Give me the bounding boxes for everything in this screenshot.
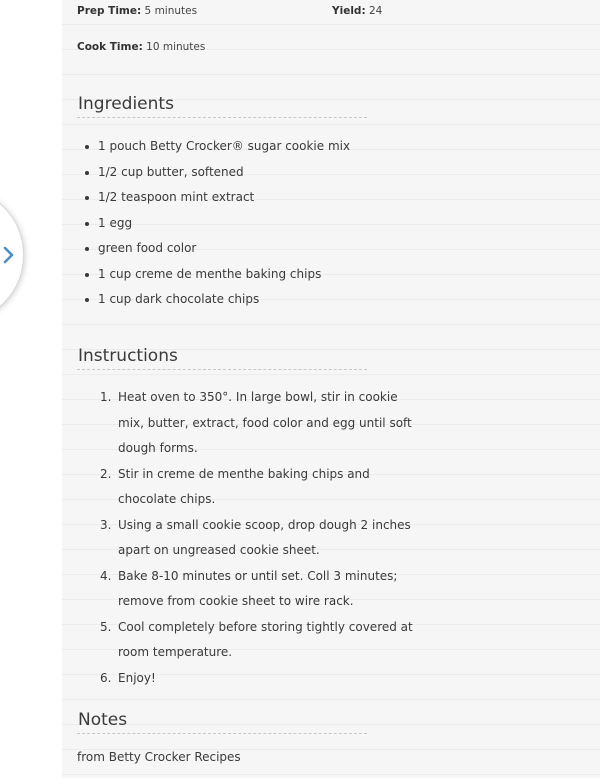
ingredient-text: 1 egg xyxy=(98,215,133,230)
list-item xyxy=(82,287,350,313)
prep-time-value: 5 minutes xyxy=(144,5,198,17)
bullet-icon xyxy=(85,273,89,277)
instructions-divider xyxy=(77,369,367,370)
list-item xyxy=(100,666,420,692)
ingredient-text: 1 cup creme de menthe baking chips xyxy=(98,266,322,281)
prep-time-label: Prep Time: xyxy=(77,5,142,17)
list-item xyxy=(100,513,420,564)
yield-value: 24 xyxy=(368,5,383,17)
list-item xyxy=(82,236,350,262)
notes-divider xyxy=(77,733,367,734)
list-item xyxy=(82,160,350,186)
bullet-icon xyxy=(85,145,89,149)
list-item xyxy=(100,385,420,462)
step-text: Heat oven to 350°. In large bowl, stir in cookie mix, butter, extract, food color and egg until soft dough forms. xyxy=(118,390,412,455)
notes-heading: Notes xyxy=(78,710,128,730)
ingredient-text: 1/2 cup butter, softened xyxy=(98,164,244,179)
ingredient-text: 1 pouch Betty Crocker® sugar cookie mix xyxy=(98,139,351,153)
chevron-right-icon xyxy=(1,245,17,265)
instructions-list xyxy=(100,385,420,691)
bullet-icon xyxy=(85,247,89,251)
step-number: 6. xyxy=(100,670,112,685)
step-number: 3. xyxy=(100,517,112,532)
bullet-icon xyxy=(85,196,89,200)
prep-time xyxy=(77,5,197,17)
step-number: 4. xyxy=(100,568,112,583)
bullet-icon xyxy=(85,298,89,302)
next-page-button[interactable] xyxy=(0,188,24,322)
list-item xyxy=(100,615,420,666)
ingredient-text: 1 cup dark chocolate chips xyxy=(98,292,260,306)
list-item xyxy=(82,211,350,237)
notes-text: from Betty Crocker Recipes xyxy=(77,750,241,764)
step-text: Stir in creme de menthe baking chips and chocolate chips. xyxy=(118,466,370,506)
cook-time-value: 10 minutes xyxy=(146,41,206,53)
step-number: 5. xyxy=(100,619,112,634)
list-item xyxy=(100,564,420,615)
step-text: Using a small cookie scoop, drop dough 2 inches apart on ungreased cookie sheet. xyxy=(118,517,411,557)
step-text: Cool completely before storing tightly covered at room temperature. xyxy=(118,619,413,659)
step-number: 2. xyxy=(100,466,112,481)
cook-time-label: Cook Time: xyxy=(77,41,143,53)
ingredient-text: green food color xyxy=(98,241,197,255)
list-item xyxy=(100,462,420,513)
ingredient-text: 1/2 teaspoon mint extract xyxy=(98,190,255,204)
list-item xyxy=(82,134,350,160)
ingredients-divider xyxy=(77,117,367,118)
bullet-icon xyxy=(85,222,89,226)
step-number: 1. xyxy=(100,390,112,404)
ingredients-heading: Ingredients xyxy=(78,94,174,114)
yield xyxy=(332,5,382,17)
ingredients-list xyxy=(82,134,350,313)
instructions-heading: Instructions xyxy=(78,346,178,366)
yield-label: Yield: xyxy=(332,5,366,17)
bullet-icon xyxy=(85,171,89,175)
step-text: Enjoy! xyxy=(118,670,156,685)
step-text: Bake 8-10 minutes or until set. Coll 3 minutes; remove from cookie sheet to wire rack. xyxy=(118,568,398,608)
list-item xyxy=(82,262,350,288)
cook-time xyxy=(77,41,205,53)
list-item xyxy=(82,185,350,211)
